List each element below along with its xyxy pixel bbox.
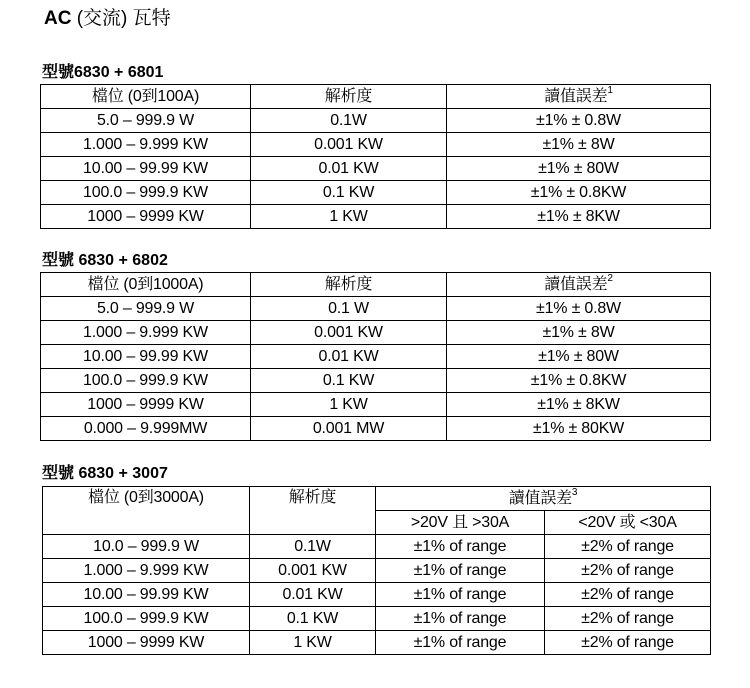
table-row [43,631,711,655]
cell-range: 10.00 – 99.99 KW [41,345,251,369]
section-title-3007: 型號 6830 + 3007 [42,465,168,482]
cell-resolution: 1 KW [251,393,447,417]
cell-error: ±1% ± 0.8W [447,297,711,321]
cell-resolution: 0.1W [251,109,447,133]
cell-error-high: ±1% of range [376,583,545,607]
table-row [41,109,711,133]
table-row [41,345,711,369]
cell-range: 100.0 – 999.9 KW [41,369,251,393]
cell-range: 10.00 – 99.99 KW [41,157,251,181]
cell-resolution: 0.01 KW [250,583,376,607]
header-range: 檔位 (0到1000A) [41,273,251,297]
cell-resolution: 0.001 KW [251,133,447,157]
header-error-label: 讀值誤差 [544,87,608,105]
header-resolution: 解析度 [250,487,376,535]
header-error [447,273,711,297]
cell-resolution: 0.1 KW [250,607,376,631]
cell-range: 0.000 – 9.999MW [41,417,251,441]
table-row [43,607,711,631]
cell-error-high: ±1% of range [376,535,545,559]
cell-error-low: ±2% of range [545,559,711,583]
cell-error: ±1% ± 8W [447,133,711,157]
spec-table-3007 [42,486,711,655]
cell-error: ±1% ± 8KW [447,393,711,417]
cell-range: 100.0 – 999.9 KW [43,607,250,631]
table-row [41,417,711,441]
cell-error-low: ±2% of range [545,607,711,631]
cell-resolution: 0.1 KW [251,181,447,205]
cell-resolution: 0.001 KW [251,321,447,345]
section-title-6801: 型號6830 + 6801 [42,64,164,81]
footnote-marker: 1 [607,85,613,97]
spec-table-6802 [40,272,711,441]
cell-error: ±1% ± 80W [447,157,711,181]
table-header-row [41,85,711,109]
cell-resolution: 0.01 KW [251,345,447,369]
cell-error-high: ±1% of range [376,607,545,631]
cell-range: 1000 – 9999 KW [43,631,250,655]
header-resolution: 解析度 [251,273,447,297]
cell-resolution: 0.001 MW [251,417,447,441]
header-error [447,85,711,109]
cell-range: 5.0 – 999.9 W [41,109,251,133]
cell-error-low: ±2% of range [545,583,711,607]
cell-resolution: 0.01 KW [251,157,447,181]
table-row [41,321,711,345]
table-row [41,393,711,417]
header-range: 檔位 (0到3000A) [43,487,250,535]
subheader-high-voltage: >20V 且 >30A [376,511,545,535]
table-row [43,583,711,607]
title-prefix: AC [44,8,77,29]
subheader-low-voltage: <20V 或 <30A [545,511,711,535]
cell-error: ±1% ± 0.8KW [447,369,711,393]
table-header-row [43,487,711,511]
table-row [41,133,711,157]
cell-resolution: 0.1 KW [251,369,447,393]
header-range: 檔位 (0到100A) [41,85,251,109]
table-row [41,297,711,321]
cell-error: ±1% ± 0.8KW [447,181,711,205]
cell-range: 1.000 – 9.999 KW [41,133,251,157]
cell-error: ±1% ± 8W [447,321,711,345]
table-header-row [41,273,711,297]
cell-range: 5.0 – 999.9 W [41,297,251,321]
cell-range: 1.000 – 9.999 KW [43,559,250,583]
table-row [41,369,711,393]
cell-resolution: 0.001 KW [250,559,376,583]
section-title-6802: 型號 6830 + 6802 [42,252,168,269]
title-label: (交流) [76,8,128,29]
cell-range: 1.000 – 9.999 KW [41,321,251,345]
cell-range: 1000 – 9999 KW [41,393,251,417]
cell-resolution: 0.1 W [251,297,447,321]
cell-error-low: ±2% of range [545,535,711,559]
footnote-marker: 2 [607,273,613,285]
cell-error: ±1% ± 80KW [447,417,711,441]
spec-table-6801 [40,84,711,229]
table-row [41,205,711,229]
cell-range: 1000 – 9999 KW [41,205,251,229]
cell-resolution: 1 KW [250,631,376,655]
cell-range: 10.00 – 99.99 KW [43,583,250,607]
table-row [41,157,711,181]
page-title [44,3,171,30]
table-row [43,559,711,583]
header-error-label: 讀值誤差 [508,489,572,507]
cell-error-high: ±1% of range [376,559,545,583]
cell-resolution: 1 KW [251,205,447,229]
cell-range: 100.0 – 999.9 KW [41,181,251,205]
header-error-label: 讀值誤差 [544,275,608,293]
cell-range: 10.0 – 999.9 W [43,535,250,559]
header-error [376,487,711,511]
cell-error: ±1% ± 0.8W [447,109,711,133]
table-row [43,535,711,559]
cell-error: ±1% ± 80W [447,345,711,369]
cell-resolution: 0.1W [250,535,376,559]
title-suffix: 瓦特 [127,8,171,29]
footnote-marker: 3 [571,487,578,499]
cell-error-low: ±2% of range [545,631,711,655]
cell-error: ±1% ± 8KW [447,205,711,229]
header-resolution: 解析度 [251,85,447,109]
table-row [41,181,711,205]
cell-error-high: ±1% of range [376,631,545,655]
